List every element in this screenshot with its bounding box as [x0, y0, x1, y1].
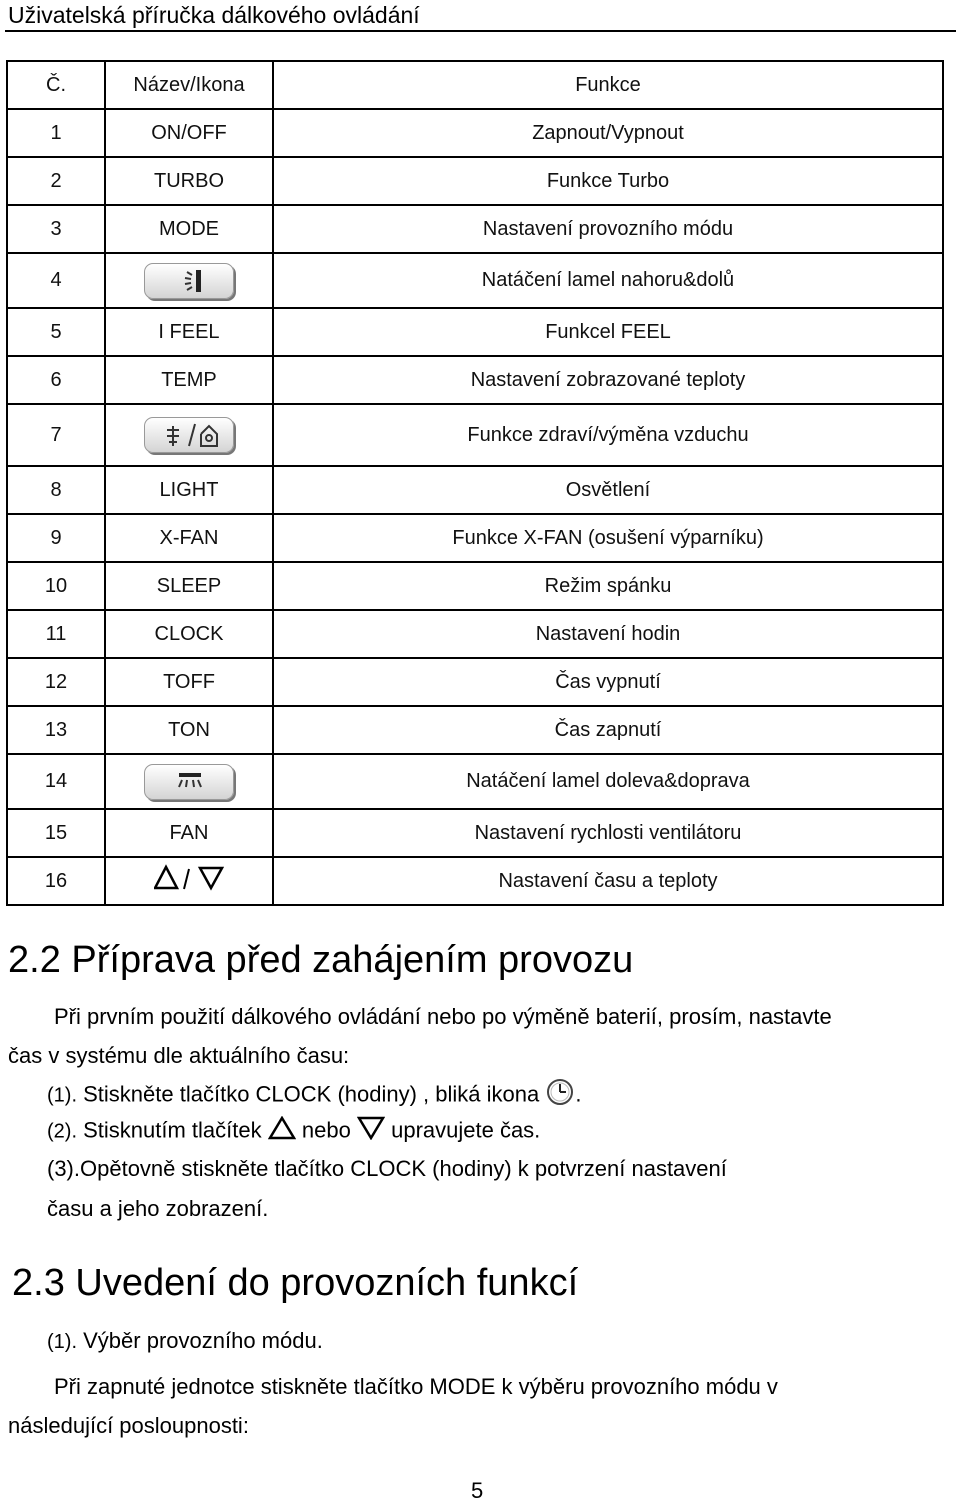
row-name: ON/OFF [105, 109, 273, 157]
table-header-row [7, 61, 943, 109]
table-row [7, 610, 943, 658]
step-1-end: . [575, 1081, 582, 1107]
clock-icon [545, 1077, 575, 1114]
row-function: Nastavení hodin [273, 610, 943, 658]
section-2-3-step-1 [47, 1327, 323, 1356]
row-number: 6 [7, 356, 105, 404]
section-2-2-step-3-line-2: času a jeho zobrazení. [47, 1196, 269, 1221]
section-2-2-step-2 [47, 1116, 540, 1147]
row-icon-cell [105, 404, 273, 466]
row-function: Čas vypnutí [273, 658, 943, 706]
row-function: Funkce Turbo [273, 157, 943, 205]
row-icon-cell [105, 754, 273, 809]
row-name: X-FAN [105, 514, 273, 562]
step-2-text-c: upravujete čas. [391, 1117, 541, 1143]
section-2-2-intro-line-2: čas v systému dle aktuálního času: [8, 1043, 350, 1068]
row-number: 4 [7, 253, 105, 308]
row-function: Funkcel FEEL [273, 308, 943, 356]
row-name: FAN [105, 809, 273, 857]
row-icon-cell [105, 857, 273, 905]
table-row [7, 514, 943, 562]
row-icon-cell [105, 253, 273, 308]
up-triangle-icon [268, 1116, 296, 1147]
table-row [7, 356, 943, 404]
section-2-3-heading: 2.3 Uvedení do provozních funkcí [12, 1262, 579, 1304]
step-1-number: (1). [47, 1331, 77, 1353]
header-divider [5, 30, 956, 32]
row-function: Natáčení lamel nahoru&dolů [273, 253, 943, 308]
row-name: CLOCK [105, 610, 273, 658]
table-row [7, 809, 943, 857]
row-function: Nastavení času a teploty [273, 857, 943, 905]
row-number: 14 [7, 754, 105, 809]
table-row [7, 754, 943, 809]
table-row [7, 562, 943, 610]
up-down-arrows-icon [154, 864, 224, 898]
table-row [7, 404, 943, 466]
table-row [7, 157, 943, 205]
row-function: Osvětlení [273, 466, 943, 514]
row-function: Nastavení zobrazované teploty [273, 356, 943, 404]
row-number: 13 [7, 706, 105, 754]
row-name: I FEEL [105, 308, 273, 356]
row-function: Čas zapnutí [273, 706, 943, 754]
row-number: 1 [7, 109, 105, 157]
step-1-text: Výběr provozního módu. [83, 1328, 323, 1353]
header-number: Č. [7, 61, 105, 109]
row-number: 2 [7, 157, 105, 205]
section-2-3-para-line-2: následující posloupnosti: [8, 1413, 249, 1438]
table-row [7, 857, 943, 905]
row-number: 9 [7, 514, 105, 562]
function-table [6, 60, 944, 906]
row-function: Funkce X-FAN (osušení výparníku) [273, 514, 943, 562]
row-number: 12 [7, 658, 105, 706]
step-2-text-b: nebo [301, 1117, 351, 1143]
step-2-number: (2). [47, 1120, 77, 1143]
row-name: MODE [105, 205, 273, 253]
table-row [7, 308, 943, 356]
row-function: Nastavení rychlosti ventilátoru [273, 809, 943, 857]
page-number: 5 [471, 1478, 484, 1503]
row-function: Natáčení lamel doleva&doprava [273, 754, 943, 809]
row-name: TOFF [105, 658, 273, 706]
row-number: 5 [7, 308, 105, 356]
section-2-2-step-3-line-1: (3).Opětovně stiskněte tlačítko CLOCK (hodiny) k potvrzení nastavení [47, 1156, 727, 1181]
vertical-swing-button-icon [144, 263, 234, 299]
step-1-text: Stiskněte tlačítko CLOCK (hodiny) , bliká ikona [83, 1081, 540, 1107]
row-function: Režim spánku [273, 562, 943, 610]
section-2-3-para-line-1: Při zapnuté jednotce stiskněte tlačítko MODE k výběru provozního módu v [54, 1374, 778, 1399]
row-name: SLEEP [105, 562, 273, 610]
header-name-icon: Název/Ikona [105, 61, 273, 109]
down-triangle-icon [357, 1116, 385, 1147]
row-function: Funkce zdraví/výměna vzduchu [273, 404, 943, 466]
row-number: 16 [7, 857, 105, 905]
row-number: 3 [7, 205, 105, 253]
row-name: TURBO [105, 157, 273, 205]
row-number: 11 [7, 610, 105, 658]
step-2-text-a: Stisknutím tlačítek [83, 1117, 262, 1143]
row-name: TON [105, 706, 273, 754]
health-air-button-icon [144, 417, 234, 453]
table-row [7, 253, 943, 308]
row-name: LIGHT [105, 466, 273, 514]
section-2-2-intro-line-1: Při prvním použití dálkového ovládání nebo po výměně baterií, prosím, nastavte [54, 1004, 832, 1029]
step-1-number: (1). [47, 1084, 77, 1107]
table-row [7, 658, 943, 706]
table-row [7, 706, 943, 754]
row-function: Zapnout/Vypnout [273, 109, 943, 157]
row-number: 15 [7, 809, 105, 857]
table-row [7, 466, 943, 514]
row-number: 8 [7, 466, 105, 514]
table-row [7, 205, 943, 253]
row-number: 7 [7, 404, 105, 466]
section-2-2-heading: 2.2 Příprava před zahájením provozu [8, 939, 634, 981]
page-header-title: Uživatelská příručka dálkového ovládání [8, 2, 420, 28]
table-row [7, 109, 943, 157]
row-function: Nastavení provozního módu [273, 205, 943, 253]
row-number: 10 [7, 562, 105, 610]
row-name: TEMP [105, 356, 273, 404]
section-2-2-step-1 [47, 1077, 581, 1114]
horizontal-swing-button-icon [144, 764, 234, 800]
header-function: Funkce [273, 61, 943, 109]
